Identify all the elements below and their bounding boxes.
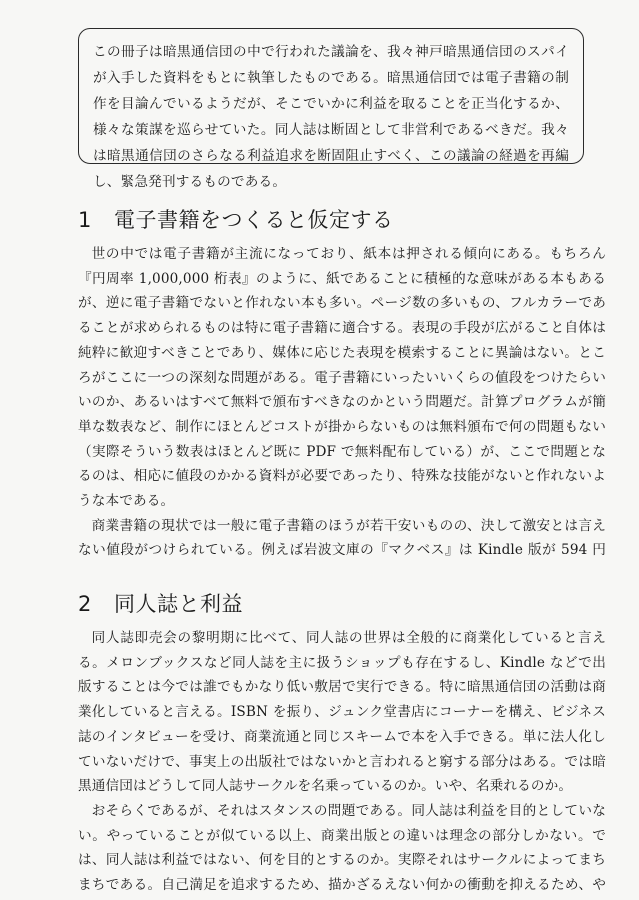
intro-text: この冊子は暗黒通信団の中で行われた議論を、我々神戸暗黒通信団のスパイが入手した資料をもとに執筆したものである。暗黒通信団では電子書籍の制作を目論んでいるようだが、そこでいかに利益を取ることを正当化するか、様々な策謀を巡らせていた。同人誌は断固として非営利であるべきだ。我々は暗黒通信団のさらなる利益追求を断固阻止すべく、この議論の経過を再編し、緊急発刊するものである。 <box>93 44 569 190</box>
section-1-paragraph: 商業書籍の現状では一般に電子書籍のほうが若干安いものの、決して激安とは言えない値段がつけられている。例えば岩波文庫の『マクベス』は Kindle 版が 594 円 <box>78 517 606 559</box>
section-2-paragraph: おそらくであるが、それはスタンスの問題である。同人誌は利益を目的としていない。やっていることが似ている以上、商業出版との違いは理念の部分しかない。では、同人誌は利益ではない、何を目的とするのか。実際それはサークルによってまちまちである。自己満足を追求するため、描かざるえない何かの衝動を抑えるため、や <box>78 802 606 894</box>
section-2-heading <box>78 588 243 618</box>
section-2-number: 2 <box>78 592 92 616</box>
section-1-heading <box>78 204 394 234</box>
section-2-paragraph: 同人誌即売会の黎明期に比べて、同人誌の世界は全般的に商業化していると言える。メロンブックスなど同人誌を主に扱うショップも存在するし、Kindle などで出版することは今では誰でもかなり低い敷居で実行できる。特に暗黒通信団の活動は商業化していると言える。ISBN を振り、ジュンク堂書店にコーナーを構え、ビジネス誌のインタビューを受け、商業流通と同じスキームで本を入手できる。単に法人化していないだけで、事実上の出版社ではないかと言われると窮する部分はある。では暗黒通信団はどうして同人誌サークルを名乗っているのか。いや、名乗れるのか。 <box>78 630 606 795</box>
intro-box <box>78 28 584 190</box>
section-1-number: 1 <box>78 208 92 232</box>
section-2-body <box>78 626 606 900</box>
section-1-body <box>78 242 606 562</box>
section-1-paragraph: 世の中では電子書籍が主流になっており、紙本は押される傾向にある。もちろん『円周率 1,000,000 桁表』のように、紙であることに積極的な意味がある本もあるが、逆に電子書籍でないと作れない本も多い。ページ数の多いもの、フルカラーであることが求められるものは特に電子書籍に適合する。表現の手段が広がること自体は純粋に歓迎すべきことであり、媒体に応じた表現を模索することに異論はない。ところがここに一つの深刻な問題がある。電子書籍にいったいいくらの値段をつけたらいいのか、あるいはすべて無料で頒布すべきなのかという問題だ。計算プログラムが簡単な数表など、制作にほとんどコストが掛からないものは無料頒布で何の問題もない（実際そういう数表はほとんど既に PDF で無料配布している）が、ここで問題となるのは、相応に値段のかかる資料が必要であったり、特殊な技能がないと作れないような本である。 <box>78 246 606 510</box>
section-2-title: 同人誌と利益 <box>114 592 243 616</box>
section-1-title: 電子書籍をつくると仮定する <box>114 208 394 232</box>
